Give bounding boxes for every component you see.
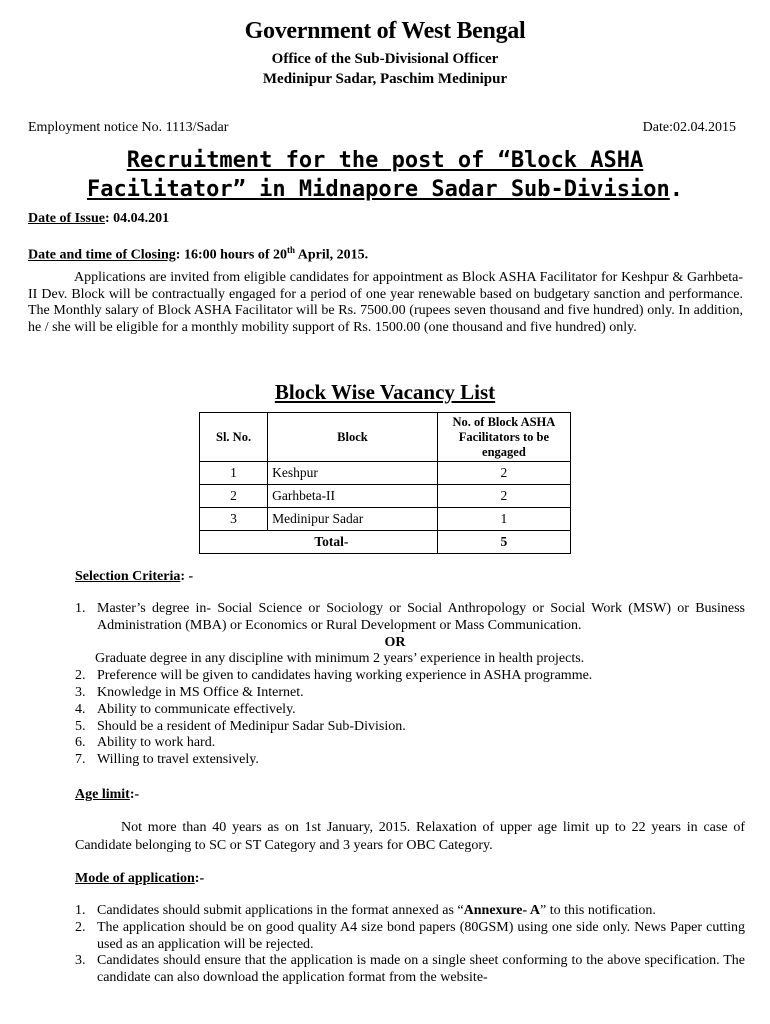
list-item <box>75 752 745 769</box>
list-item-text: Willing to travel extensively. <box>97 752 259 768</box>
vacancy-list-title: Block Wise Vacancy List <box>274 380 496 404</box>
header-sl-no: Sl. No. <box>200 413 268 462</box>
office-location: Medinipur Sadar, Paschim Medinipur <box>262 71 508 87</box>
list-item-text: Knowledge in MS Office & Internet. <box>97 684 304 700</box>
list-item <box>75 685 745 702</box>
notice-number: Employment notice No. 1113/Sadar <box>28 120 229 135</box>
total-value: 5 <box>437 531 570 554</box>
list-item-number: 3. <box>75 684 86 700</box>
row-sl-no: 3 <box>200 508 268 531</box>
mode-of-application-label: Mode of application <box>75 871 195 886</box>
mode-of-application-heading <box>75 871 204 887</box>
list-item-number: 5. <box>75 718 86 734</box>
age-limit-label: Age limit <box>75 787 130 802</box>
list-item <box>75 601 745 635</box>
list-item <box>75 735 745 752</box>
list-item-number: 2. <box>75 919 86 935</box>
age-limit-text: Not more than 40 years as on 1st January, 2015. Relaxation of upper age limit up to 22 years in case of Candidate belonging to SC or ST Category and 3 years for OBC Category. <box>75 820 745 853</box>
total-label: Total- <box>200 531 438 554</box>
office-name: Office of the Sub-Divisional Officer <box>271 51 499 67</box>
selection-criteria-list <box>75 601 745 769</box>
closing-date-value-end: April, 2015. <box>295 247 369 263</box>
or-separator: OR <box>384 634 406 650</box>
recruitment-title <box>40 146 730 204</box>
notice-date: Date:02.04.2015 <box>642 120 736 135</box>
date-of-issue-value: : 04.04.201 <box>105 211 170 226</box>
age-limit-suffix: :- <box>129 787 140 802</box>
list-item <box>75 903 745 920</box>
list-item-number: 1. <box>75 903 86 918</box>
recruitment-title-period: . <box>669 177 684 202</box>
closing-date-superscript: th <box>287 245 296 255</box>
closing-date-label: Date and time of Closing <box>28 247 176 263</box>
selection-criteria-label: Selection Criteria <box>75 569 181 584</box>
table-row <box>200 485 571 508</box>
row-count: 2 <box>437 462 570 485</box>
closing-date <box>28 245 368 264</box>
list-item-text: Candidates should ensure that the application is made on a single sheet conforming to the above specification. The candidate can also download the application format from the website- <box>97 953 745 986</box>
row-block: Garhbeta-II <box>268 485 438 508</box>
vacancy-table <box>199 412 571 554</box>
row-sl-no: 2 <box>200 485 268 508</box>
row-block: Keshpur <box>268 462 438 485</box>
recruitment-title-line2: Facilitator” in Midnapore Sadar Sub-Division <box>86 177 670 202</box>
graduate-option: Graduate degree in any discipline with minimum 2 years’ experience in health projects. <box>95 651 585 667</box>
list-item-number: 2. <box>75 668 86 684</box>
list-item-text: Should be a resident of Medinipur Sadar Sub-Division. <box>97 718 406 734</box>
list-item <box>75 668 745 685</box>
list-item-text: The application should be on good quality A4 size bond papers (80GSM) using one side only. News Paper cutting used as an application will be rejected. <box>97 919 745 952</box>
list-item <box>75 702 745 719</box>
list-item-text: Preference will be given to candidates having working experience in ASHA programme. <box>97 668 593 684</box>
table-row <box>200 508 571 531</box>
government-title: Government of West Bengal <box>244 18 526 44</box>
list-item-text-end: ” to this notification. <box>540 903 656 918</box>
list-item-text: Candidates should submit applications in the format annexed as “ <box>97 903 464 918</box>
date-of-issue-label: Date of Issue <box>28 211 105 226</box>
list-item <box>75 953 745 987</box>
vacancy-table-header <box>200 413 571 462</box>
row-count: 2 <box>437 485 570 508</box>
list-item-number: 7. <box>75 752 86 768</box>
header-facilitator-count: No. of Block ASHA Facilitators to be engaged <box>437 413 570 462</box>
age-limit-heading <box>75 787 139 803</box>
list-item-number: 1. <box>75 601 86 616</box>
list-item-number: 3. <box>75 953 86 969</box>
date-of-issue <box>28 211 169 227</box>
list-item-text: Master’s degree in- Social Science or Sociology or Social Anthropology or Social Work (MSW) or Business Administration (MBA) or Economics or Rural Development or Mass Communication. <box>97 601 745 633</box>
closing-date-value: : 16:00 hours of 20 <box>175 247 288 263</box>
mode-of-application-suffix: :- <box>194 871 205 886</box>
table-row <box>200 462 571 485</box>
intro-paragraph: Applications are invited from eligible candidates for appointment as Block ASHA Facilitator for Keshpur & Garhbeta-II Dev. Block will be contractually engaged for a period of one year renewable based on budgetary sanction and performance. The Monthly salary of Block ASHA Facilitator will be Rs. 7500.00 (rupees seven thousand and five hundred) only. In addition, he / she will be eligible for a monthly mobility support of Rs. 1500.00 (one thousand and five hundred) only. <box>28 270 743 335</box>
header-block: Block <box>268 413 438 462</box>
list-item-number: 6. <box>75 735 86 751</box>
list-item <box>75 719 745 736</box>
row-count: 1 <box>437 508 570 531</box>
selection-criteria-suffix: : - <box>180 569 194 584</box>
selection-criteria-heading <box>75 569 193 585</box>
annexure-reference: Annexure- A <box>463 903 540 918</box>
row-sl-no: 1 <box>200 462 268 485</box>
mode-of-application-list <box>75 903 745 987</box>
list-item-number: 4. <box>75 701 86 717</box>
row-block: Medinipur Sadar <box>268 508 438 531</box>
recruitment-title-line1: Recruitment for the post of “Block ASHA <box>126 148 644 173</box>
list-item <box>75 920 745 954</box>
list-item-text: Ability to communicate effectively. <box>97 701 296 717</box>
list-item-text: Ability to work hard. <box>97 735 216 751</box>
total-row <box>200 531 571 554</box>
